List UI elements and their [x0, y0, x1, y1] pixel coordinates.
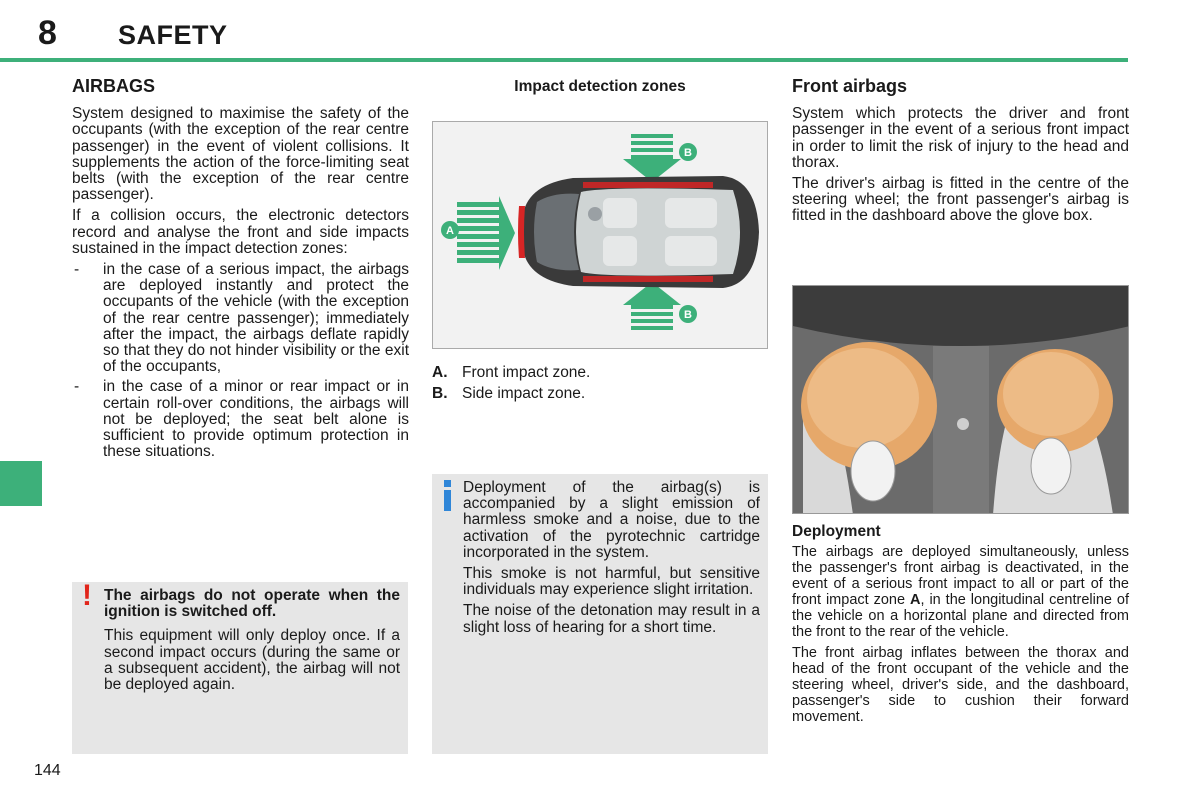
front-airbags-location: The driver's airbag is fitted in the centre of the steering wheel; the front passenger's airbag is fitted in the dashboard above the glove box. [792, 175, 1129, 225]
impact-zones-title: Impact detection zones [514, 78, 686, 95]
info-noise-text: The noise of the detonation may result in a slight loss of hearing for a short time. [463, 602, 760, 636]
caption-key: A. [432, 364, 448, 381]
impact-zones-section [432, 78, 768, 404]
info-icon [441, 480, 455, 511]
deployment-text-1 [792, 544, 1129, 640]
info-irritation-text: This smoke is not harmful, but sensitive individuals may experience slight irritation. [463, 565, 760, 599]
header-rule [0, 58, 1128, 62]
deployment-text-1b: , in the longitudinal centreline of the vehicle on a horizontal plane and directed from the front to the rear of the vehicle. [792, 592, 1129, 641]
front-airbags-heading: Front airbags [792, 76, 908, 96]
warning-text: This equipment will only deploy once. If a second impact occurs (during the same or a subsequent accident), the airbag will not be deployed again. [104, 627, 400, 694]
chapter-number: 8 [38, 14, 57, 52]
front-airbags-intro: System which protects the driver and front passenger in the event of a serious front impact in order to limit the risk of injury to the head and thorax. [792, 105, 1129, 171]
caption-b [432, 383, 768, 404]
airbags-intro: System designed to maximise the safety of the occupants (with the exception of the rear centre passenger) in the event of violent collisions. It supplements the action of the force-limiting seat belts (with the exception of the rear centre passenger). [72, 105, 409, 204]
deployment-text-1a: The airbags are deployed simultaneously, unless the passenger's front airbag is deactivated, in the event of a serious front impact to all or part of the front impact zone [792, 544, 1129, 609]
zone-b-text: B [684, 309, 692, 321]
deployment-text-2: The front airbag inflates between the thorax and head of the front occupant of the vehicle and the steering wheel, driver's side, and the dashboard, passenger's side to cushion their forward movement. [792, 645, 1129, 726]
airbag-illustration [793, 286, 1129, 514]
impact-zones-diagram [432, 121, 768, 349]
warning-title: The airbags do not operate when the ignition is switched off. [104, 587, 400, 621]
deployment-heading: Deployment [792, 523, 881, 540]
airbags-heading: AIRBAGS [72, 76, 156, 96]
info-box [432, 474, 768, 754]
info-smoke-text: Deployment of the airbag(s) is accompanied by a slight emission of harmless smoke and a noise, due to the activation of the pyrotechnic cartridge incorporated in the system. [463, 479, 760, 561]
car-topview-illustration [433, 122, 768, 349]
chapter-title: SAFETY [118, 20, 228, 50]
page-number: 144 [34, 762, 61, 779]
deployment-section [792, 512, 1129, 730]
warning-icon: ! [82, 579, 92, 612]
zone-label-a [441, 221, 459, 239]
diagram-captions [432, 362, 768, 404]
list-dash: - [74, 261, 80, 279]
side-impact-arrow-top [623, 134, 681, 182]
deployment-conditions-list [72, 262, 409, 460]
caption-key: B. [432, 385, 448, 402]
list-item-text: in the case of a minor or rear impact or in certain roll-over conditions, the airbags will not be deployed; the seat belt alone is sufficient to provide optimum protection in these situations. [103, 378, 409, 461]
deployed-airbags-photo [792, 285, 1129, 514]
list-item-text: in the case of a serious impact, the airbags are deployed instantly and protect the occupants of the vehicle (with the exception of the rear centre passenger); immediately after the impact, the airbags deflate rapidly so that they do not hinder visibility or the exit of the occupants, [103, 261, 409, 376]
front-airbags-section [792, 78, 1129, 230]
airbags-section [72, 78, 409, 465]
front-impact-arrow [457, 196, 515, 270]
side-impact-arrow-bottom [623, 282, 681, 330]
caption-text: Side impact zone. [462, 385, 586, 402]
zone-label-b-top [679, 143, 697, 161]
zone-a-text: A [446, 225, 454, 237]
zone-b-text: B [684, 147, 692, 159]
caption-a [432, 362, 768, 383]
car-body [518, 176, 759, 288]
collision-intro: If a collision occurs, the electronic detectors record and analyse the front and side impacts sustained in the impact detection zones: [72, 207, 409, 257]
zone-ref-a: A [910, 592, 921, 609]
list-dash: - [74, 378, 80, 396]
zone-label-b-bottom [679, 305, 697, 323]
list-item [72, 262, 409, 375]
chapter-tab [0, 461, 42, 506]
warning-box [72, 579, 408, 754]
caption-text: Front impact zone. [462, 364, 591, 381]
list-item [72, 379, 409, 460]
